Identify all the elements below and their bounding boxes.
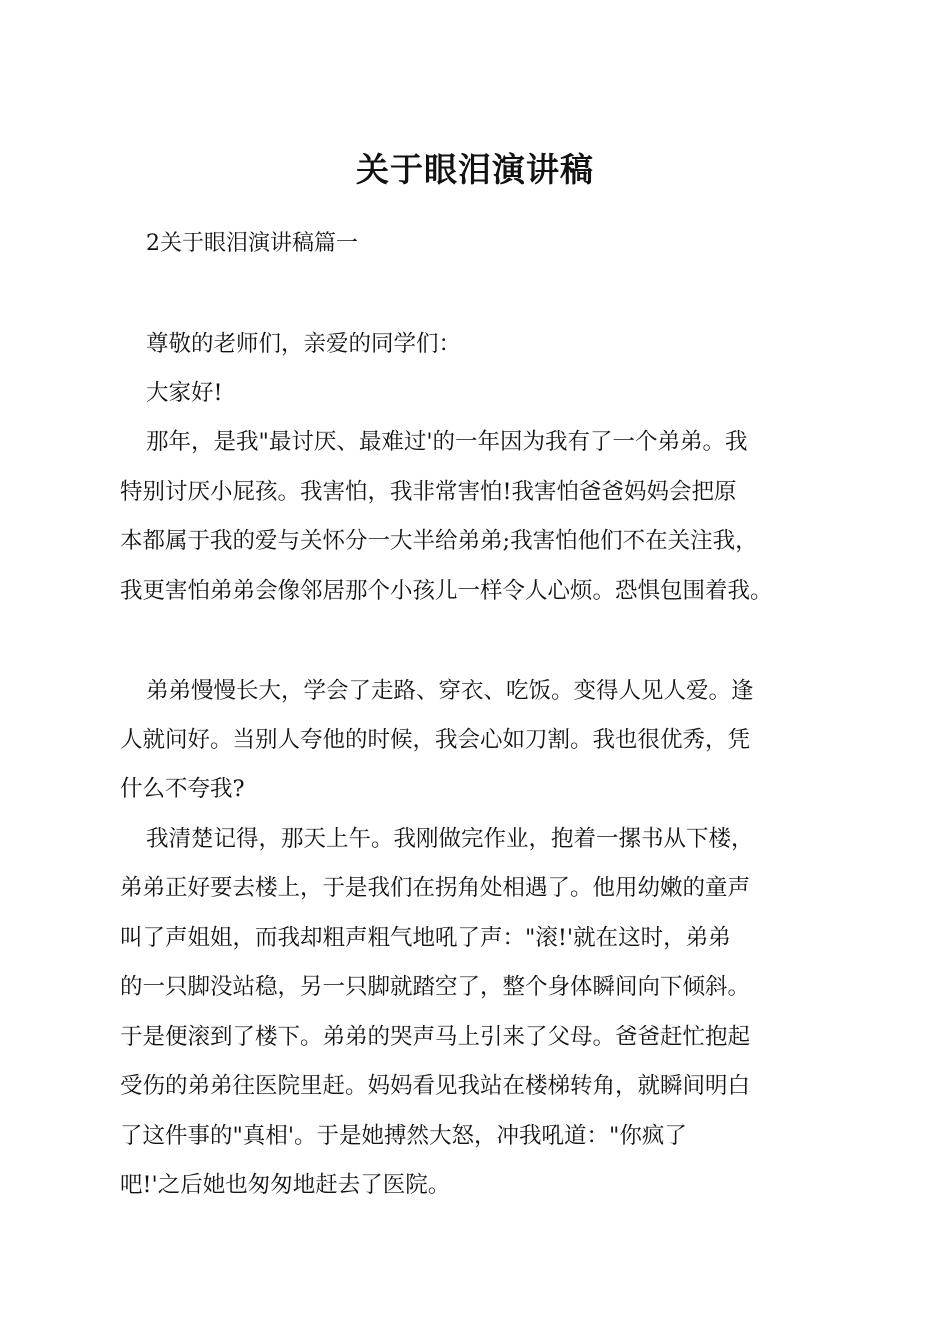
text-line: 吧!'之后她也匆匆地赶去了医院。 [120,1172,451,1198]
text-line: 我清楚记得，那天上午。我刚做完作业，抱着一摞书从下楼， [146,826,754,852]
text-line: 那年，是我"最讨厌、最难过'的一年因为我有了一个弟弟。我 [146,429,748,455]
text-line: 本都属于我的爱与关怀分一大半给弟弟;我害怕他们不在关注我， [120,528,758,554]
text-line: 了这件事的"真相'。于是她搏然大怒，冲我吼道："你疯了 [120,1123,687,1149]
text-line: 叫了声姐姐，而我却粗声粗气地吼了声："滚!'就在这时，弟弟 [120,925,731,951]
text-line: 尊敬的老师们，亲爱的同学们： [146,331,462,357]
document-title: 关于眼泪演讲稿 [356,150,594,189]
text-line: 于是便滚到了楼下。弟弟的哭声马上引来了父母。爸爸赶忙抱起 [120,1024,751,1050]
text-line: 弟弟正好要去楼上，于是我们在拐角处相遇了。他用幼嫩的童声 [120,875,751,901]
text-line: 弟弟慢慢长大，学会了走路、穿衣、吃饭。变得人见人爱。逢 [146,678,754,704]
text-line: 特别讨厌小屁孩。我害怕，我非常害怕!我害怕爸爸妈妈会把原 [120,479,737,505]
text-line: 什么不夸我? [120,776,245,802]
text-line: 的一只脚没站稳，另一只脚就踏空了，整个身体瞬间向下倾斜。 [120,974,751,1000]
text-line: 人就问好。当别人夸他的时候，我会心如刀割。我也很优秀，凭 [120,727,751,753]
text-line: 受伤的弟弟往医院里赶。妈妈看见我站在楼梯转角，就瞬间明白 [120,1073,751,1099]
text-line: 我更害怕弟弟会像邻居那个小孩儿一样令人心烦。恐惧包围着我。 [120,578,773,604]
document-subtitle: 2关于眼泪演讲稿篇一 [146,231,358,256]
text-line: 大家好! [146,380,223,406]
